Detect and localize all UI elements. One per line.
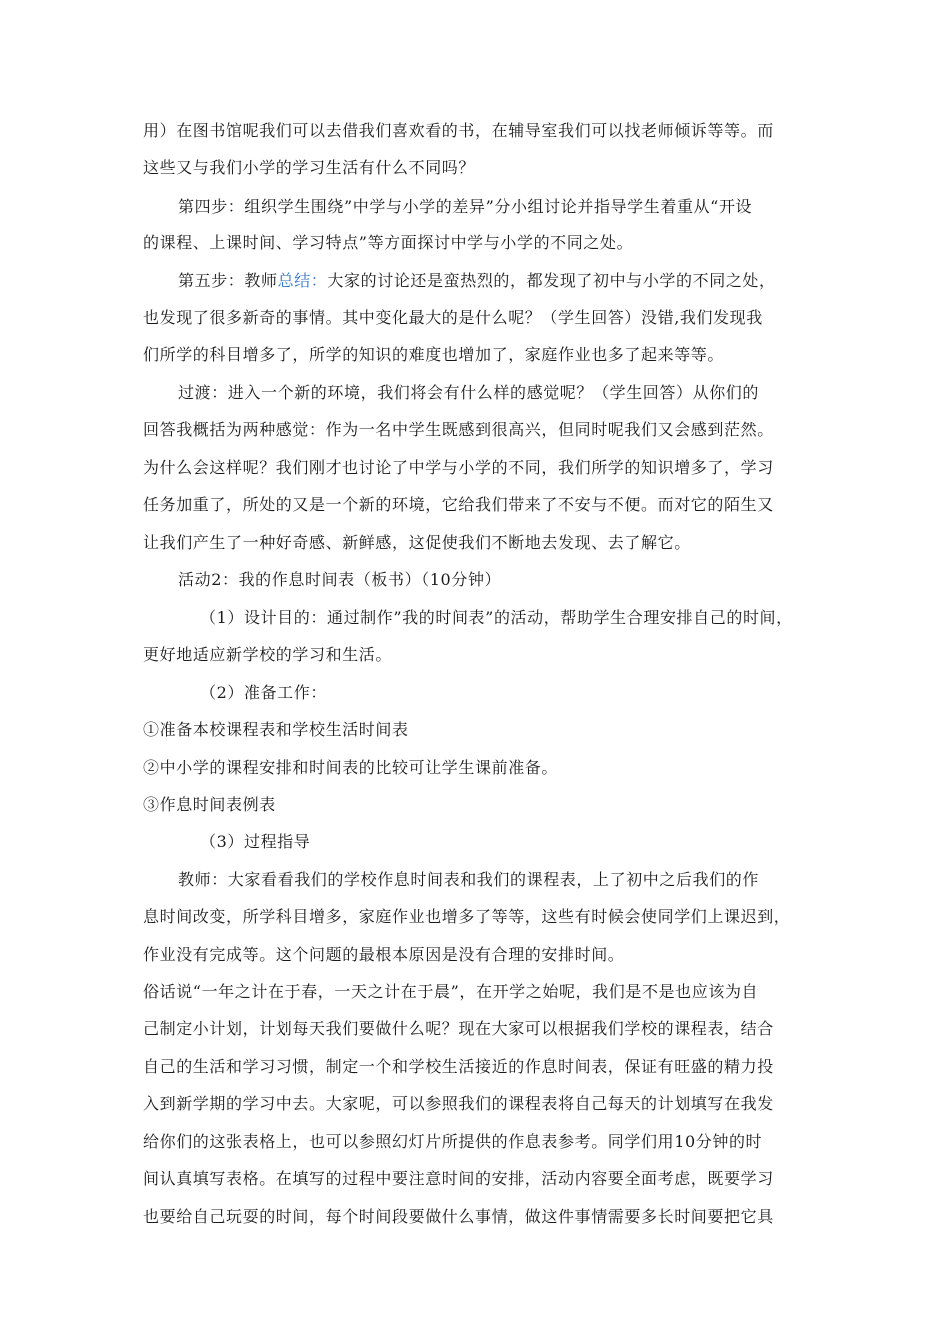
paragraph-line: 任务加重了，所处的又是一个新的环境，它给我们带来了不安与不便。而对它的陌生又 xyxy=(143,495,774,514)
paragraph-line xyxy=(178,271,776,291)
paragraph-line: 给你们的这张表格上，也可以参照幻灯片所提供的作息表参考。同学们用10分钟的时 xyxy=(143,1132,763,1151)
paragraph-line: 入到新学期的学习中去。大家呢，可以参照我们的课程表将自己每天的计划填写在我发 xyxy=(143,1094,774,1113)
paragraph-line: 们所学的科目增多了，所学的知识的难度也增加了，家庭作业也多了起来等等。 xyxy=(143,345,725,364)
paragraph-line: 俗话说“一年之计在于春，一天之计在于晨”，在开学之始呢，我们是不是也应该为自 xyxy=(143,982,759,1001)
subheading: （2）准备工作： xyxy=(200,683,327,702)
paragraph-line: 让我们产生了一种好奇感、新鲜感，这促使我们不断地去发现、去了解它。 xyxy=(143,533,691,552)
paragraph-line: 用）在图书馆呢我们可以去借我们喜欢看的书，在辅导室我们可以找老师倾诉等等。而 xyxy=(143,121,774,140)
paragraph-line: 的课程、上课时间、学习特点”等方面探讨中学与小学的不同之处。 xyxy=(143,233,634,252)
list-item: ②中小学的课程安排和时间表的比较可让学生课前准备。 xyxy=(143,758,559,777)
step-label: 第五步：教师 xyxy=(178,271,278,290)
paragraph-line: （1）设计目的：通过制作”我的时间表”的活动，帮助学生合理安排自己的时间， xyxy=(200,608,793,627)
list-item: ③作息时间表例表 xyxy=(143,795,276,814)
paragraph-line: 更好地适应新学校的学习和生活。 xyxy=(143,645,393,664)
paragraph-line: 回答我概括为两种感觉：作为一名中学生既感到很高兴，但同时呢我们又会感到茫然。 xyxy=(143,420,774,439)
paragraph-line: 教师：大家看看我们的学校作息时间表和我们的课程表，上了初中之后我们的作 xyxy=(178,870,760,889)
paragraph-text: 大家的讨论还是蛮热烈的，都发现了初中与小学的不同之处， xyxy=(327,271,776,290)
paragraph-line: 间认真填写表格。在填写的过程中要注意时间的安排，活动内容要全面考虑，既要学习 xyxy=(143,1169,774,1188)
paragraph-line: 自己的生活和学习习惯，制定一个和学校生活接近的作息时间表，保证有旺盛的精力投 xyxy=(143,1057,774,1076)
subheading: （3）过程指导 xyxy=(200,832,311,851)
paragraph-line: 过渡：进入一个新的环境，我们将会有什么样的感觉呢？（学生回答）从你们的 xyxy=(178,383,760,402)
paragraph-line: 也要给自己玩耍的时间，每个时间段要做什么事情，做这件事情需要多长时间要把它具 xyxy=(143,1207,774,1226)
paragraph-line: 也发现了很多新奇的事情。其中变化最大的是什么呢？（学生回答）没错,我们发现我 xyxy=(143,308,763,327)
paragraph-line: 为什么会这样呢？我们刚才也讨论了中学与小学的不同，我们所学的知识增多了，学习 xyxy=(143,458,774,477)
highlighted-word: 总结： xyxy=(277,271,328,290)
paragraph-line: 第四步：组织学生围绕”中学与小学的差异”分小组讨论并指导学生着重从“开设 xyxy=(178,197,753,216)
list-item: ①准备本校课程表和学校生活时间表 xyxy=(143,720,409,739)
paragraph-line: 作业没有完成等。这个问题的最根本原因是没有合理的安排时间。 xyxy=(143,945,625,964)
paragraph-line: 息时间改变，所学科目增多，家庭作业也增多了等等，这些有时候会使同学们上课迟到， xyxy=(143,907,791,926)
paragraph-line: 己制定小计划，计划每天我们要做什么呢？现在大家可以根据我们学校的课程表，结合 xyxy=(143,1019,774,1038)
paragraph-line: 这些又与我们小学的学习生活有什么不同吗？ xyxy=(143,158,476,177)
activity-heading: 活动2：我的作息时间表（板书）（10分钟） xyxy=(178,570,502,589)
